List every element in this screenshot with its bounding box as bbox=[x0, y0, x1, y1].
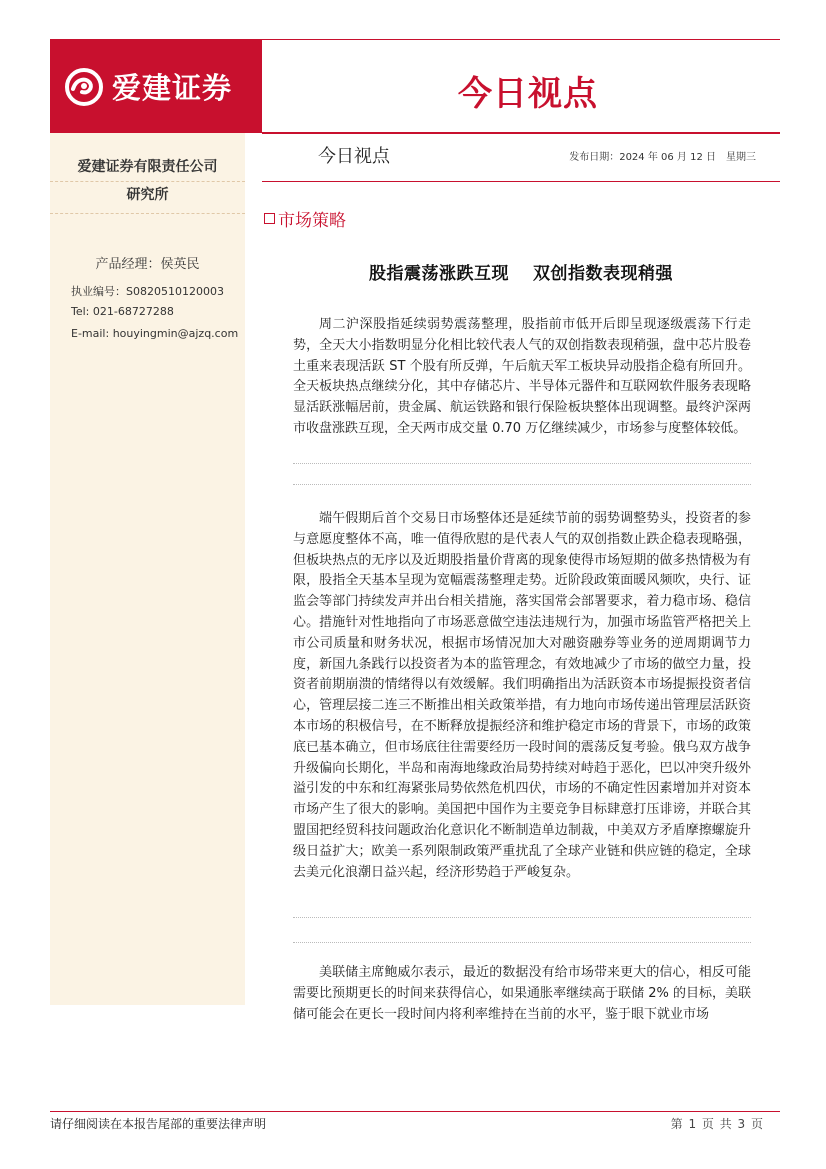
publish-date: 发布日期：2024 年 06 月 12 日 星期三 bbox=[569, 152, 756, 163]
section-heading bbox=[264, 206, 346, 231]
sidebar-divider bbox=[50, 213, 245, 214]
brand-logo bbox=[50, 40, 262, 133]
subtitle-divider bbox=[262, 181, 780, 182]
sidebar-license: 执业编号：S0820510120003 bbox=[71, 285, 224, 298]
sidebar-department: 研究所 bbox=[126, 187, 169, 203]
footer-disclaimer[interactable]: 请仔细阅读在本报告尾部的重要法律声明 bbox=[50, 1117, 267, 1131]
paragraph-divider bbox=[293, 917, 751, 918]
header-title: 今日视点 bbox=[458, 74, 598, 114]
checkbox-bullet-icon bbox=[264, 213, 275, 224]
paragraph: 美联储主席鲍威尔表示，最近的数据没有给市场带来更大的信心，相反可能需要比预期更长的时间来获得信心，如果通胀率继续高于联储 2% 的目标，美联储可能会在更长一段时间内将利率维持在当前的水平，鉴于眼下就业市场 bbox=[293, 965, 751, 1022]
footer-divider bbox=[50, 1111, 780, 1112]
sidebar-tel: Tel: 021-68727288 bbox=[71, 305, 174, 318]
report-subtitle: 今日视点 bbox=[318, 146, 390, 167]
sidebar-divider bbox=[50, 181, 245, 182]
sidebar bbox=[50, 133, 245, 1005]
header-divider bbox=[262, 132, 780, 134]
sidebar-manager: 产品经理：侯英民 bbox=[95, 257, 200, 272]
paragraph-divider bbox=[293, 484, 751, 485]
paragraph: 周二沪深股指延续弱势震荡整理，股指前市低开后即呈现逐级震荡下行走势，全天大小指数明显分化相比较代表人气的双创指数表现稍强，盘中芯片股卷土重来表现活跃 ST 个股有所反弹，午后航天军工板块异动股指企稳有所回升。全天板块热点继续分化，其中存储芯片、半导体元器件和互联网软件服务表现略显活跃涨幅居前，贵金属、航运铁路和银行保险板块整体出现调整。最终沪深两市收盘涨跌互现，全天两市成交量 0.70 万亿继续减少，市场参与度整体较低。 bbox=[293, 317, 751, 436]
section-label: 市场策略 bbox=[278, 211, 346, 231]
article-title: 股指震荡涨跌互现 双创指数表现稍强 bbox=[369, 264, 673, 284]
aijian-logo-icon bbox=[64, 67, 104, 107]
sidebar-email[interactable]: E-mail: houyingmin@ajzq.com bbox=[71, 327, 239, 340]
logo-text: 爱建证券 bbox=[112, 71, 233, 105]
sidebar-company: 爱建证券有限责任公司 bbox=[77, 159, 218, 175]
paragraph-divider bbox=[293, 942, 751, 943]
page-number: 第 1 页 共 3 页 bbox=[670, 1117, 764, 1131]
paragraph-divider bbox=[293, 463, 751, 464]
paragraph: 端午假期后首个交易日市场整体还是延续节前的弱势调整势头，投资者的参与意愿度整体不高，唯一值得欣慰的是代表人气的双创指数止跌企稳表现略强，但板块热点的无序以及近期股指量价背离的现象使得市场短期的做多热情极为有限，股指全天基本呈现为宽幅震荡整理走势。近阶段政策面暖风频吹，央行、证监会等部门持续发声并出台相关措施，落实国常会部署要求，着力稳市场、稳信心。措施针对性地指向了市场恶意做空违法违规行为，加强市场监管严格把关上市公司质量和财务状况，根据市场情况加大对融资融券等业务的逆周期调节力度，新国九条践行以投资者为本的监管理念，有效地减少了市场的做空力量，投资者前期崩溃的情绪得以有效缓解。我们明确指出为活跃资本市场提振投资者信心，管理层接二连三不断推出相关政策举措，有力地向市场传递出管理层活跃资本市场的积极信号，在不断释放提振经济和维护稳定市场的背景下，市场的政策底已基本确立，但市场底往往需要经历一段时间的震荡反复考验。俄乌双方战争升级偏向长期化，半岛和南海地缘政治局势持续对峙趋于恶化，巴以冲突升级外溢引发的中东和红海紧张局势依然危机四伏，市场的不确定性因素增加并对资本市场产生了很大的影响。美国把中国作为主要竞争目标肆意打压诽谤，并联合其盟国把经贸科技问题政治化意识化不断制造单边制裁，中美双方矛盾摩擦螺旋升级日益扩大；欧美一系列限制政策严重扰乱了全球产业链和供应链的稳定，全球去美元化浪潮日益兴起，经济形势趋于严峻复杂。 bbox=[293, 511, 751, 880]
